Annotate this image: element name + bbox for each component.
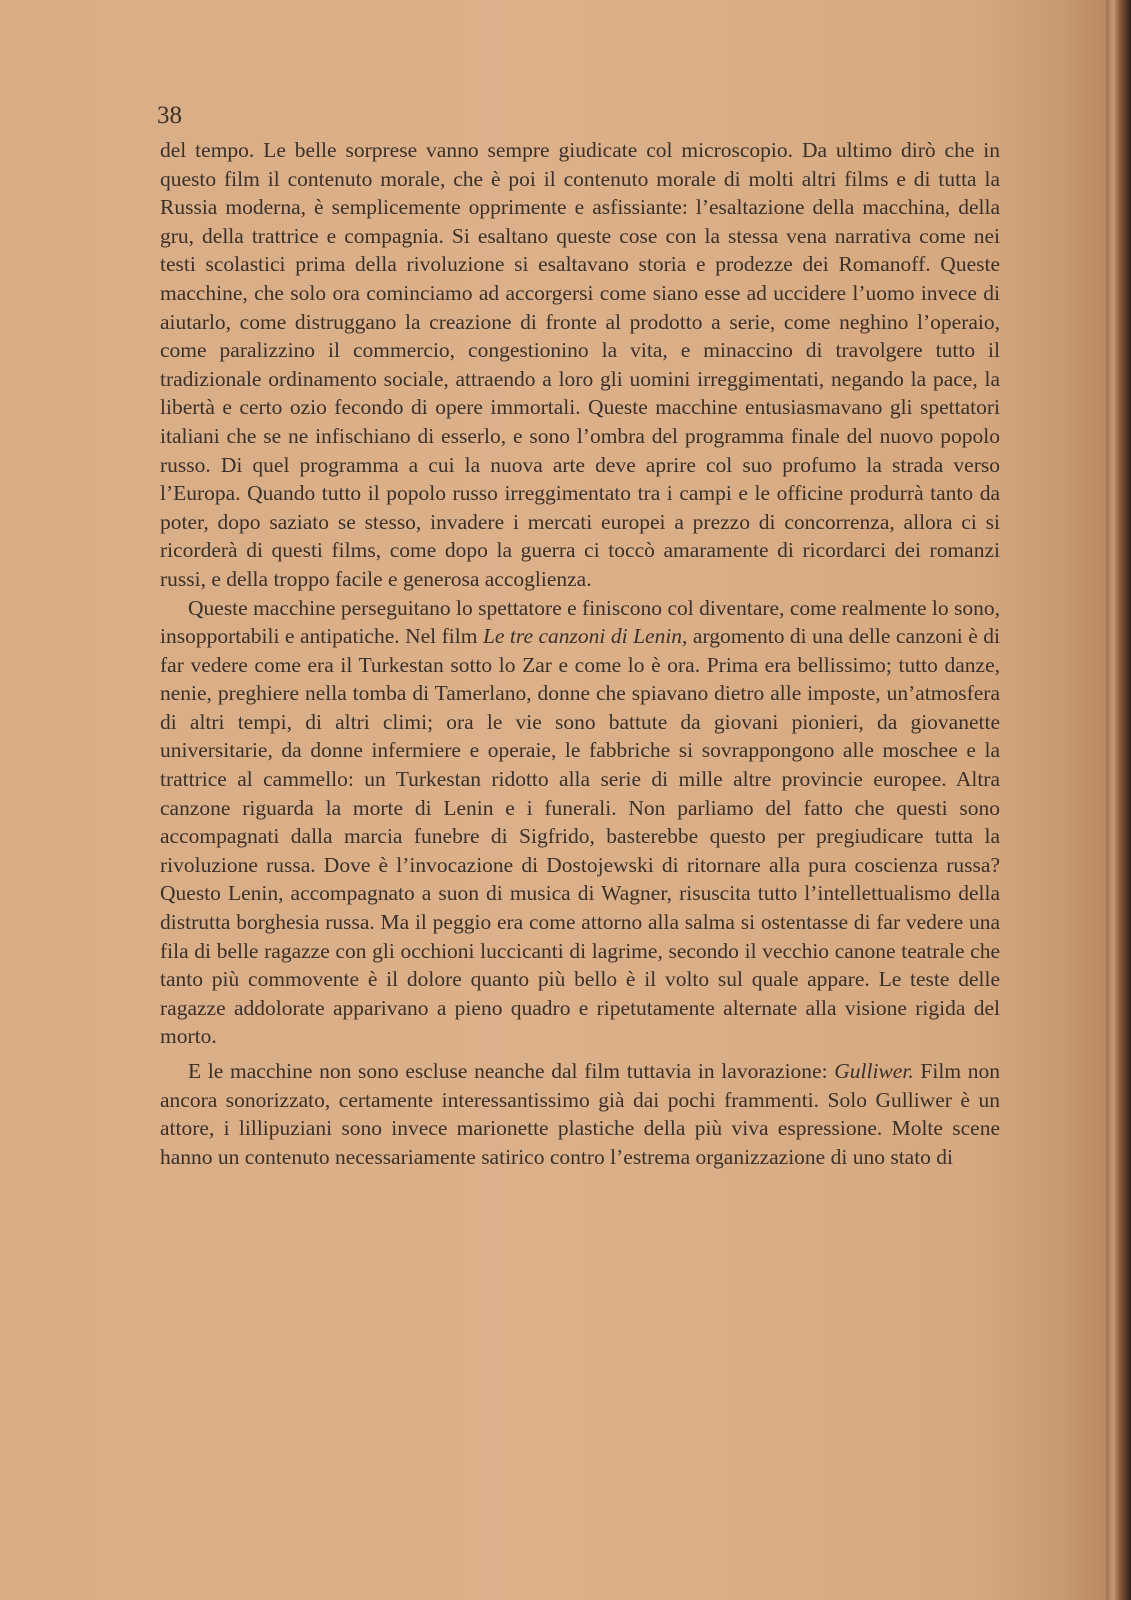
paragraph-2-text-a: Queste macchine perseguitano lo spettatore e finiscono col diventare, come realmente lo sono, insopportabili e antipatiche. Nel film — [160, 595, 1000, 649]
page-number: 38 — [157, 102, 182, 129]
paragraph-3-text-b: Film non ancora sonorizzato, certamente interessantissimo già dai pochi frammenti. Solo Gulliwer è un attore, i lillipuziani sono invece marionette plastiche della più viva espressione. Molte scene hanno un contenuto necessariamente satirico contro l’estrema organizzazione di uno stato di — [160, 1059, 1000, 1169]
paragraph-3 — [160, 1057, 1000, 1171]
film-title-gulliwer: Gulliwer. — [834, 1059, 914, 1083]
film-title-tre-canzoni: Le tre canzoni di Lenin, — [482, 624, 688, 649]
paragraph-1-text: del tempo. Le belle sorprese vanno sempre giudicate col microscopio. Da ultimo dirò che in questo film il contenuto morale, che è poi il contenuto morale di molti altri films e di tutta la Russia moderna, è semplicemente opprimente e asfissiante: l’esaltazione della macchina, della gru, della trattrice e compagnia. Si esaltano queste cose con la stessa vena narrativa come nei testi scolastici prima della rivoluzione si esaltavano storia e prodezze dei Romanoff. Queste macchine, che solo ora cominciamo ad accorgersi come siano esse ad uccidere l’uomo invece di aiutarlo, come distruggano la creazione di fronte al prodotto a serie, come neghino l’operaio, come paralizzino il commercio, congestionino la vita, e minaccino di travolgere tutto il tradizionale ordinamento sociale, attraendo a loro gli uomini irreggimentati, negando la pace, la libertà e certo ozio fecondo di opere immortali. Queste macchine entusiasmavano gli spettatori italiani che se ne infischiano di esserlo, e sono l’ombra del programma finale del nuovo popolo russo. Di quel programma a cui la nuova arte deve aprire col suo profumo la strada verso l’Europa. Quando tutto il popolo russo irreggimentato tra i campi e le officine produrrà tanto da poter, dopo saziato se stesso, invadere i mercati europei a prezzo di concorrenza, allora ci si ricorderà di questi films, come dopo la guerra ci toccò amaramente di ricordarci dei romanzi russi, e della troppo facile e generosa accoglienza. — [160, 138, 1000, 591]
book-spine-edge — [1106, 0, 1131, 1600]
paragraph-1 — [160, 136, 1000, 594]
paragraph-2 — [160, 594, 1000, 1052]
body-text — [160, 136, 1000, 1171]
paragraph-2-text-b: argomento di una delle canzoni è di far vedere come era il Turkestan sotto lo Zar e come lo è ora. Prima era bellissimo; tutto danze, nenie, preghiere nella tomba di Tamerlano, donne che spiavano dietro alle imposte, un’atmosfera di altri tempi, di altri climi; ora le vie sono battute da giovani pionieri, da giovanette universitarie, da donne infermiere e operaie, le fabbriche si sovrappongono alle moschee e la trattrice al cammello: un Turkestan ridotto alla serie di mille altre provincie europee. Altra canzone riguarda la morte di Lenin e i funerali. Non parliamo del fatto che questi sono accompagnati dalla marcia funebre di Sigfrido, basterebbe questo per pregiudicare tutta la rivoluzione russa. Dove è l’invocazione di Dostojewski di ritornare alla pura coscienza russa? Questo Lenin, accompagnato a suon di musica di Wagner, risuscita tutto l’intellettualismo della distrutta borghesia russa. Ma il peggio era come attorno alla salma si ostentasse di far vedere una fila di belle ragazze con gli occhioni luccicanti di lagrime, secondo il vecchio canone teatrale che tanto più commovente è il dolore quanto più bello è il volto sul quale appare. Le teste delle ragazze addolorate apparivano a pieno quadro e ripetutamente alternate alla visione rigida del morto. — [160, 624, 1000, 1049]
paragraph-3-text-a: E le macchine non sono escluse neanche dal film tuttavia in lavorazione: — [188, 1059, 835, 1083]
